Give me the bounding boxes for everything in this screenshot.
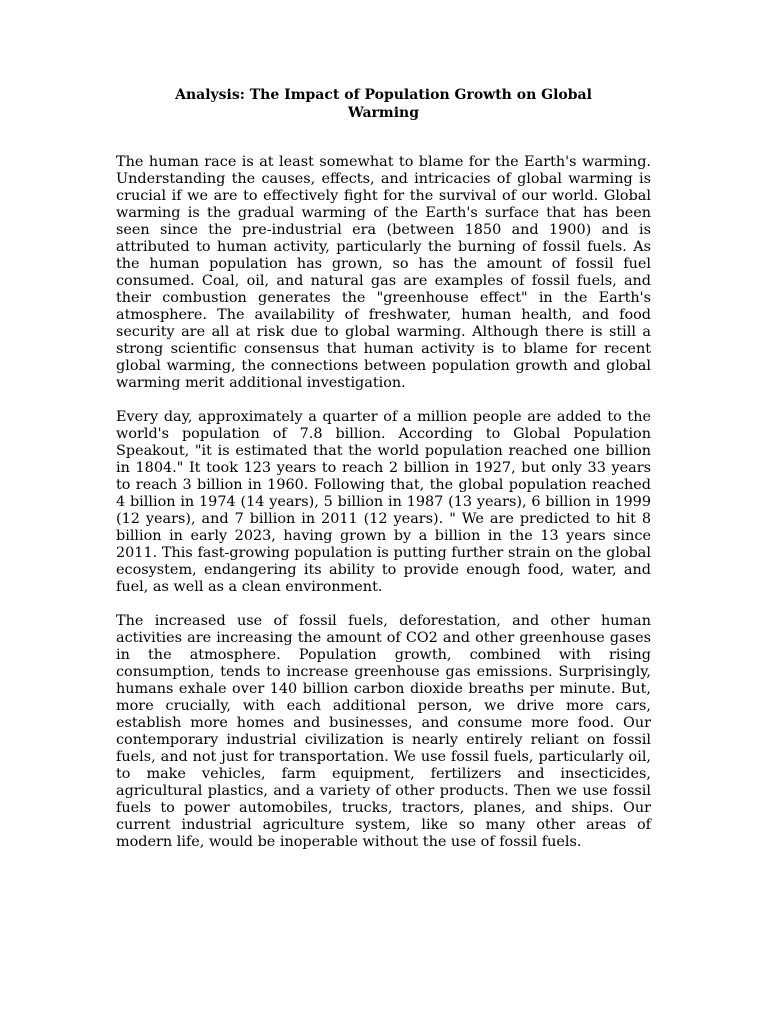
paragraph-3: The increased use of fossil fuels, deforestation, and other human activities are increasing the amount of CO2 and other greenhouse gases in the atmosphere. Population growth, combined with rising consumption, tends to increase greenhouse gas emissions. Surprisingly, humans exhale over 140 billion carbon dioxide breaths per minute. But, more crucially, with each additional person, we drive more cars, establish more homes and businesses, and consume more food. Our contemporary industrial civilization is nearly entirely reliant on fossil fuels, and not just for transportation. We use fossil fuels, particularly oil, to make vehicles, farm equipment, fertilizers and insecticides, agricultural plastics, and a variety of other products. Then we use fossil fuels to power automobiles, trucks, tractors, planes, and ships. Our current industrial agriculture system, like so many other areas of modern life, would be inoperable without the use of fossil fuels. <box>116 613 651 850</box>
document-page <box>116 86 651 868</box>
paragraph-2: Every day, approximately a quarter of a million people are added to the world's population of 7.8 billion. According to Global Population Speakout, "it is estimated that the world population reached one billion in 1804." It took 123 years to reach 2 billion in 1927, but only 33 years to reach 3 billion in 1960. Following that, the global population reached 4 billion in 1974 (14 years), 5 billion in 1987 (13 years), 6 billion in 1999 (12 years), and 7 billion in 2011 (12 years). " We are predicted to hit 8 billion in early 2023, having grown by a billion in the 13 years since 2011. This fast-growing population is putting further strain on the global ecosystem, endangering its ability to provide enough food, water, and fuel, as well as a clean environment. <box>116 409 651 595</box>
document-title: Analysis: The Impact of Population Growth on Global Warming <box>175 87 592 121</box>
paragraph-1: The human race is at least somewhat to blame for the Earth's warming. Understanding the causes, effects, and intricacies of global warming is crucial if we are to effectively fight for the survival of our world. Global warming is the gradual warming of the Earth's surface that has been seen since the pre-industrial era (between 1850 and 1900) and is attributed to human activity, particularly the burning of fossil fuels. As the human population has grown, so has the amount of fossil fuel consumed. Coal, oil, and natural gas are examples of fossil fuels, and their combustion generates the "greenhouse effect" in the Earth's atmosphere. The availability of freshwater, human health, and food security are all at risk due to global warming. Although there is still a strong scientific consensus that human activity is to blame for recent global warming, the connections between population growth and global warming merit additional investigation. <box>116 154 651 391</box>
